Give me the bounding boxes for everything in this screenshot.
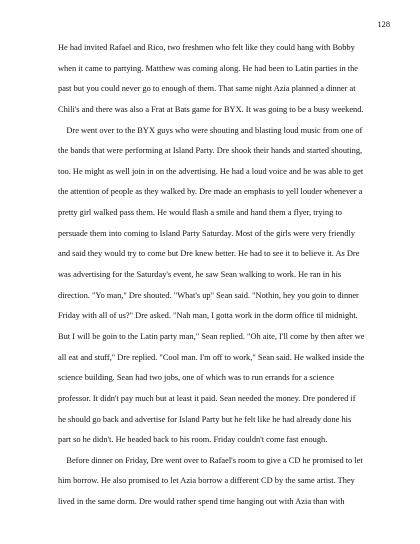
page-number: 128	[377, 20, 390, 29]
text-line: the bands that were performing at Island Party. Dre shook their hands and started shouting,	[58, 146, 363, 156]
text-line: Dre went over to the BYX guys who were shouting and blasting loud music from one of	[58, 125, 363, 135]
text-line: and said they would try to come but Dre knew better. He had to see it to believe it. As Dre	[58, 249, 360, 259]
text-line: he should go back and advertise for Island Party but he felt like he had already done his	[58, 414, 352, 424]
text-line: was advertising for the Saturday's event, he saw Sean walking to work. He ran in his	[58, 270, 342, 280]
text-line: lived in the same dorm. Dre would rather spend time hanging out with Azia than with	[58, 497, 345, 507]
text-line: him borrow. He also promised to let Azia borrow a different CD by the same artist. They	[58, 476, 355, 486]
text-line: part so he didn't. He headed back to his room. Friday couldn't come fast enough.	[58, 435, 328, 445]
text-line: But I will be goin to the Latin party man," Sean replied. "Oh aite, I'll come by then after we	[58, 331, 365, 341]
text-line: pretty girl walked pass them. He would flash a smile and hand them a flyer, trying to	[58, 208, 342, 218]
text-line: when it came to partying. Matthew was coming along. He had been to Latin parties in the	[58, 63, 359, 73]
text-line: science building. Sean had two jobs, one of which was to run errands for a science	[58, 373, 335, 383]
text-line: direction. "Yo man," Dre shouted. "What's up" Sean said. "Nothin, hey you goin to dinner	[58, 290, 359, 300]
text-line: Chili's and there was also a Frat at Bats game for BYX. It was going to be a busy weekend.	[58, 104, 364, 114]
text-line: the attention of people as they walked by. Dre made an emphasis to yell louder whenever a	[58, 187, 363, 197]
text-line: all eat and stuff," Dre replied. "Cool man. I'm off to work," Sean said. He walked inside the	[58, 352, 365, 362]
text-line: too. He might as well join in on the advertising. He had a loud voice and he was able to get	[58, 166, 364, 176]
text-line: persuade them into coming to Island Party Saturday. Most of the girls were very friendly	[58, 228, 355, 238]
text-line: He had invited Rafael and Rico, two freshmen who felt like they could hang with Bobby	[58, 43, 355, 52]
text-line: professor. It didn't pay much but at least it paid. Sean needed the money. Dre pondered if	[58, 393, 356, 403]
text-line: Friday with all of us?" Dre asked. "Nah man, I gotta work in the dorm office til midnight.	[58, 311, 358, 321]
text-line: Before dinner on Friday, Dre went over to Rafael's room to give a CD he promised to let	[58, 455, 363, 465]
body-text	[58, 42, 374, 517]
text-line: past but you could never go to enough of them. That same night Azia planned a dinner at	[58, 84, 356, 94]
